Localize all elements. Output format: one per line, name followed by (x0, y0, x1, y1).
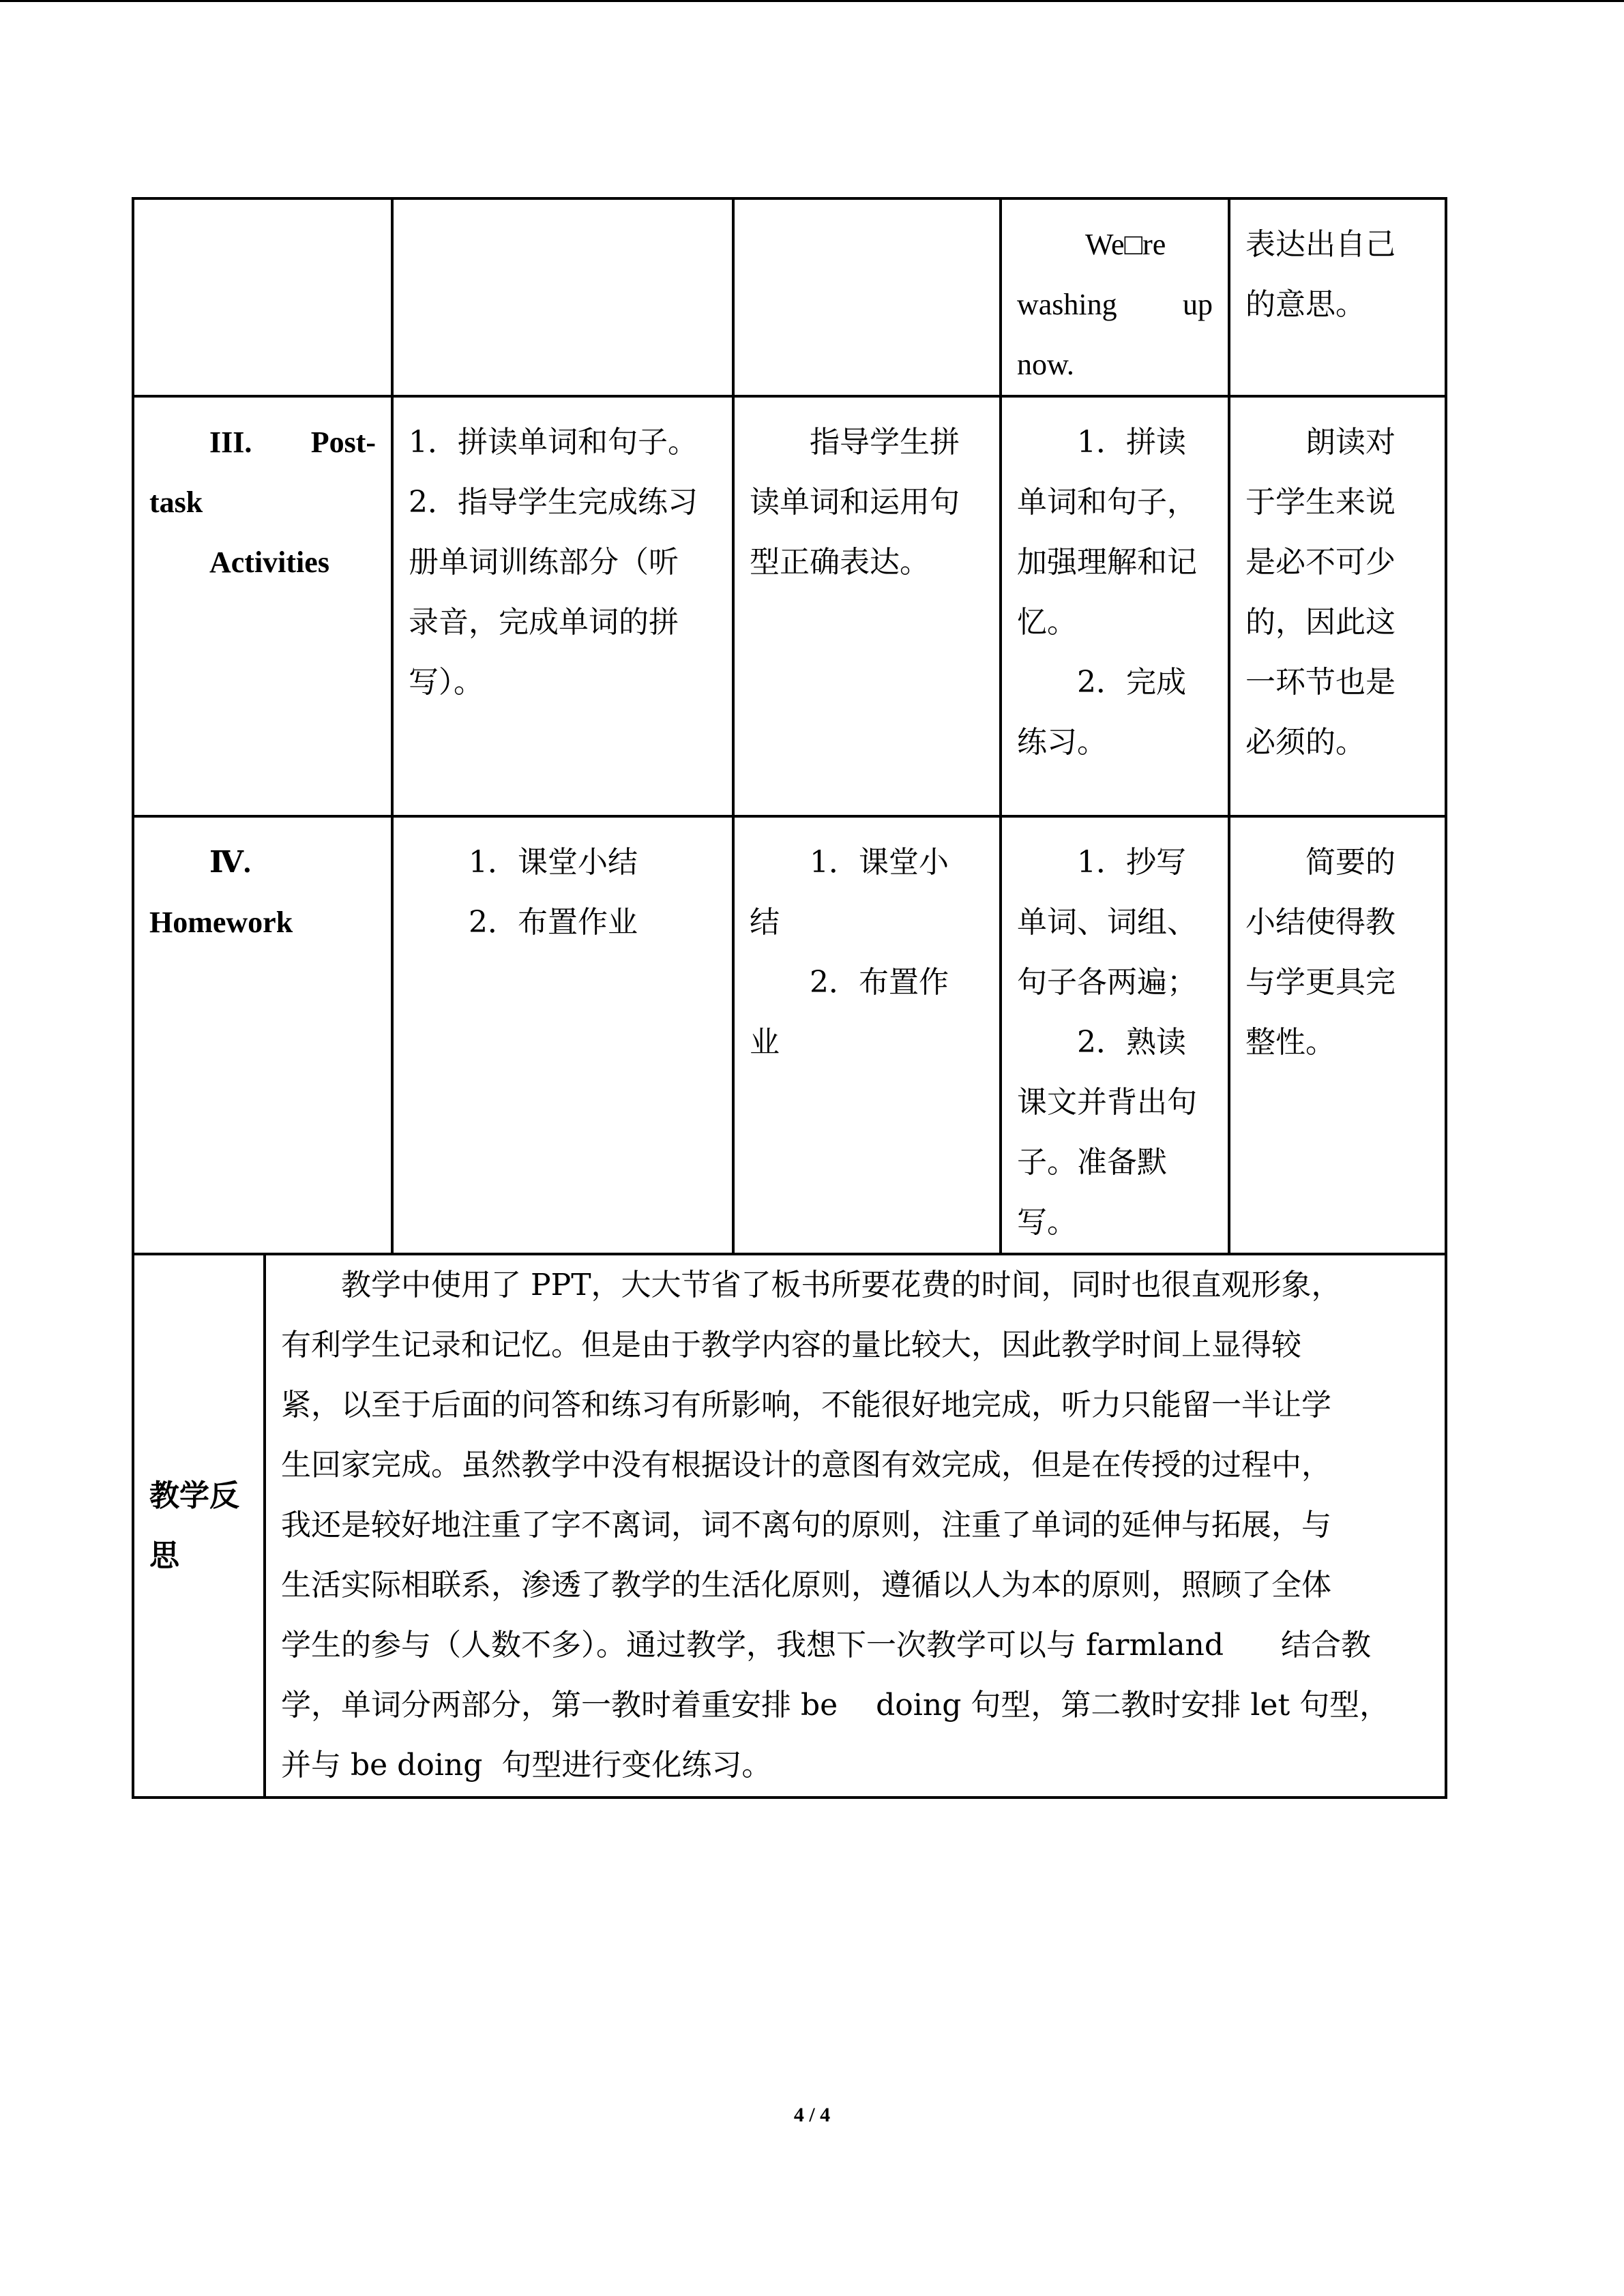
reflection-line: 教学中使用了 PPT，大大节省了板书所要花费的时间，同时也很直观形象， (341, 1268, 1342, 1302)
note-cell (1229, 198, 1446, 396)
text-line: 读单词和运用句 (750, 485, 960, 520)
text-line: 1．抄写 (1077, 845, 1186, 880)
text-line: 2．熟读 (1077, 1025, 1186, 1060)
reflection-label-line: 思 (149, 1538, 179, 1572)
stage-cell (133, 816, 392, 1254)
reflection-line: 生回家完成。虽然教学中没有根据设计的意图有效完成，但是在传授的过程中， (281, 1448, 1331, 1482)
text-line: 结 (750, 905, 780, 940)
student-activity-cell (733, 816, 1001, 1254)
table-row (133, 816, 1446, 1254)
text-line: 一环节也是 (1245, 665, 1396, 700)
page-top-border (0, 0, 1624, 2)
stage-cell (133, 198, 392, 396)
text-line: 忆。 (1017, 605, 1077, 640)
stage-title-line (149, 413, 376, 473)
text-line: 2．指导学生完成练习 (409, 485, 698, 520)
purpose-cell (1001, 816, 1229, 1254)
student-activity-cell (733, 198, 1001, 396)
text-line: 是必不可少 (1245, 545, 1396, 580)
reflection-text-cell (265, 1254, 1446, 1798)
reflection-label-cell (133, 1254, 265, 1798)
reflection-line: 并与 be doing 句型进行变化练习。 (281, 1748, 772, 1783)
text-line: 整性。 (1245, 1025, 1335, 1060)
stage-title-line: task (149, 486, 203, 519)
teacher-activity-cell (392, 198, 733, 396)
text-line: 1．课堂小结 (469, 845, 638, 880)
text-line: 单词和句子， (1017, 485, 1197, 520)
text-line: 加强理解和记 (1017, 545, 1197, 580)
text-line: 写。 (1017, 1205, 1077, 1240)
text-line: 句子各两遍； (1017, 965, 1197, 1000)
reflection-label-line: 教学反 (149, 1478, 239, 1512)
text-line: 必须的。 (1245, 725, 1365, 760)
stage-word: Post- (310, 426, 376, 459)
table-row (133, 1254, 1446, 1798)
reflection-line: 学，单词分两部分，第一教时着重安排 be doing 句型，第二教时安排 let 句型， (281, 1688, 1390, 1723)
student-activity-cell (733, 396, 1001, 816)
text-line: 1．课堂小 (810, 845, 949, 880)
text-line: 单词、词组、 (1017, 905, 1197, 940)
text-line: now. (1017, 348, 1074, 381)
reflection-line: 有利学生记录和记忆。但是由于教学内容的量比较大，因此教学时间上显得较 (281, 1328, 1301, 1362)
note-cell (1229, 396, 1446, 816)
text-line: 课文并背出句 (1017, 1085, 1197, 1120)
text-line: 子。准备默 (1017, 1145, 1167, 1180)
table-row (133, 198, 1446, 396)
word: up (1183, 288, 1213, 321)
reflection-line: 生活实际相联系，渗透了教学的生活化原则，遵循以人为本的原则，照顾了全体 (281, 1568, 1331, 1602)
text-line: We□re (1085, 228, 1166, 261)
stage-cell (133, 396, 392, 816)
stage-title-line: Ⅳ. (209, 846, 251, 879)
text-line: 与学更具完 (1245, 965, 1396, 1000)
reflection-line: 紧，以至于后面的问答和练习有所影响，不能很好地完成，听力只能留一半让学 (281, 1388, 1331, 1422)
text-line: 1．拼读 (1077, 425, 1186, 460)
reflection-line: 我还是较好地注重了字不离词，词不离句的原则，注重了单词的延伸与拓展，与 (281, 1508, 1331, 1542)
teacher-activity-cell (392, 816, 733, 1254)
text-line: 录音，完成单词的拼 (409, 605, 679, 640)
text-line: 的，因此这 (1245, 605, 1396, 640)
word: washing (1017, 288, 1117, 321)
text-line: 型正确表达。 (750, 545, 930, 580)
note-cell (1229, 816, 1446, 1254)
page-number: 4 / 4 (793, 2104, 831, 2126)
text-line: 简要的 (1305, 845, 1396, 880)
text-line: 小结使得教 (1245, 905, 1396, 940)
stage-title-line: Homework (149, 906, 293, 939)
text-line: 的意思。 (1245, 287, 1365, 322)
text-line: 册单词训练部分（听 (409, 545, 679, 580)
text-line: 于学生来说 (1245, 485, 1396, 520)
reflection-line: 学生的参与（人数不多）。通过教学，我想下一次教学可以与 farmland 结合教 (281, 1628, 1371, 1663)
text-line: 表达出自己 (1245, 227, 1396, 262)
text-line: 2．完成 (1077, 665, 1186, 700)
lesson-plan-table (132, 197, 1447, 1799)
text-line: 2．布置作 (810, 965, 949, 1000)
text-line: 练习。 (1017, 725, 1107, 760)
teacher-activity-cell (392, 396, 733, 816)
text-line: 指导学生拼 (810, 425, 960, 460)
stage-title-line: Activities (209, 546, 329, 579)
table-row (133, 396, 1446, 816)
text-line: 2．布置作业 (469, 905, 638, 940)
stage-number: III. (209, 426, 252, 459)
text-line: 1．拼读单词和句子。 (409, 425, 698, 460)
text-line: 业 (750, 1025, 780, 1060)
purpose-cell (1001, 396, 1229, 816)
purpose-cell (1001, 198, 1229, 396)
text-line: 朗读对 (1305, 425, 1396, 460)
text-line: 写）。 (409, 665, 484, 700)
text-line (1017, 275, 1213, 335)
